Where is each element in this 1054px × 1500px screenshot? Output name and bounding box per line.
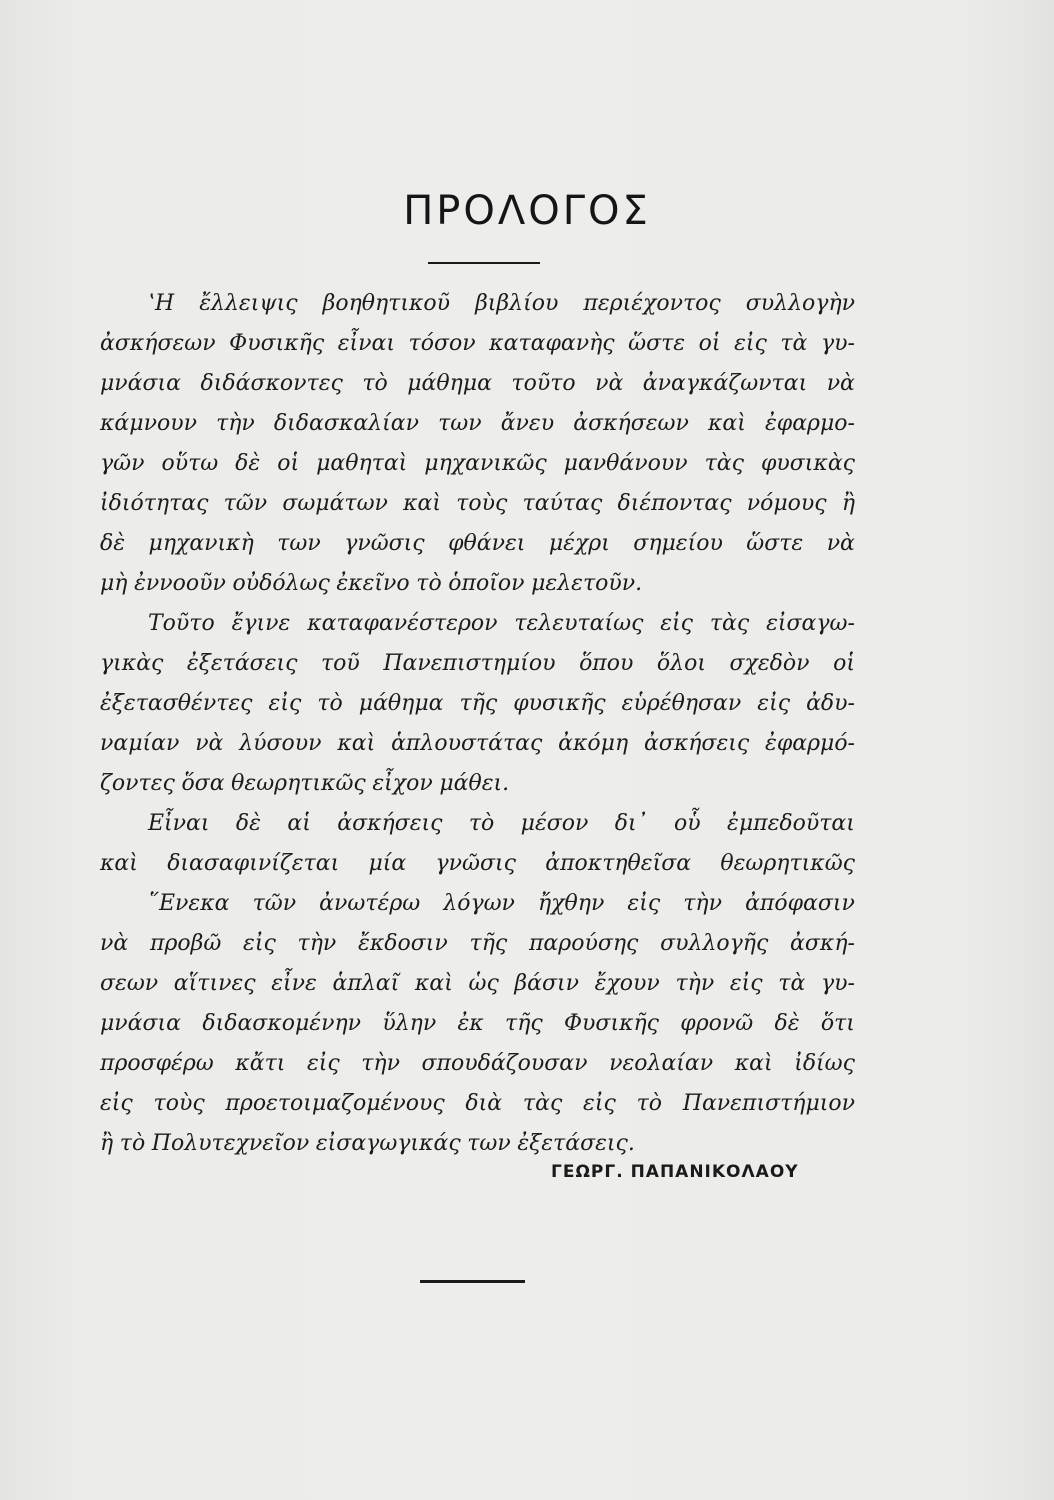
- word: ἢ: [841, 491, 855, 516]
- word: γυ-: [820, 971, 855, 996]
- word: ʽΗ: [148, 291, 175, 316]
- text-line: [100, 484, 855, 524]
- text-line: [100, 804, 855, 844]
- word: τὸ: [119, 1131, 146, 1156]
- word: ὥστε: [746, 531, 804, 556]
- word: διδάσκοντες: [200, 371, 343, 396]
- text-line: [100, 444, 855, 484]
- word: μνάσια: [100, 1011, 182, 1036]
- word: διὰ: [465, 1091, 503, 1116]
- word: ἀκόμη: [558, 731, 629, 756]
- text-line: [100, 564, 855, 604]
- word: ἀσκή-: [790, 931, 855, 956]
- word: ἁπλουστάτας: [391, 731, 543, 756]
- word: δι᾽: [614, 811, 648, 836]
- word: εἶχον: [372, 771, 433, 796]
- word: ἐκεῖνο: [336, 571, 410, 596]
- word: μηχανικὴ: [148, 531, 254, 556]
- word: σπουδάζουσαν: [421, 1051, 588, 1076]
- word: εἰς: [627, 891, 661, 916]
- word: σεων: [100, 971, 159, 996]
- word: ὥστε: [628, 331, 686, 356]
- word: ἐξετάσεις: [186, 651, 298, 676]
- word: ἀσκήσεων: [100, 331, 216, 356]
- word: κἄτι: [235, 1051, 286, 1076]
- word: τὸ: [468, 811, 495, 836]
- text-line: [100, 924, 855, 964]
- word: Τοῦτο: [148, 611, 215, 636]
- text-line: [100, 684, 855, 724]
- word: εἰς: [306, 1051, 340, 1076]
- word: Φυσικῆς: [229, 331, 325, 356]
- word: τῆς: [505, 1011, 543, 1036]
- word: συλλογὴν: [745, 291, 855, 316]
- word: ῞Ενεκα: [148, 891, 230, 916]
- word: φυσικὰς: [760, 451, 855, 476]
- word: ἔκδοσιν: [358, 931, 448, 956]
- word: εἰς: [100, 1091, 133, 1116]
- text-line: [100, 1124, 855, 1164]
- text-line: [100, 844, 855, 884]
- word: μελετοῦν.: [531, 571, 643, 596]
- word: Πανεπιστήμιον: [682, 1091, 855, 1116]
- word: προετοιμαζομένους: [225, 1091, 445, 1116]
- word: οἱ: [698, 331, 721, 356]
- word: μνάσια: [100, 371, 182, 396]
- word: καὶ: [414, 971, 453, 996]
- word: τῆς: [459, 691, 498, 716]
- word: νόμους: [746, 491, 827, 516]
- word: βάσιν: [514, 971, 580, 996]
- word: συλλογῆς: [660, 931, 769, 956]
- word: λόγων: [443, 891, 515, 916]
- word: τὸ: [416, 571, 442, 596]
- word: τοὺς: [456, 491, 508, 516]
- word: τὸ: [362, 371, 388, 396]
- word: ἔγινε: [231, 611, 291, 636]
- word: τὴν: [216, 411, 255, 436]
- word: εἰσαγωγικάς: [315, 1131, 461, 1156]
- word: περιέχοντος: [583, 291, 721, 316]
- end-divider: [420, 1280, 525, 1283]
- preface-body: [100, 284, 855, 1164]
- page-title: ΠΡΟΛΟΓΟΣ: [403, 188, 651, 234]
- word: εἰς: [757, 691, 791, 716]
- word: προβῶ: [149, 931, 222, 956]
- word: ἰδίως: [794, 1051, 855, 1076]
- word: μανθάνουν: [563, 451, 688, 476]
- word: τὰς: [704, 451, 744, 476]
- word: παρούσης: [528, 931, 639, 956]
- word: ὡς: [468, 971, 499, 996]
- word: εἰσαγω-: [766, 611, 855, 636]
- word: ὕλην: [382, 1011, 437, 1036]
- word: νὰ: [100, 931, 129, 956]
- word: των: [438, 411, 482, 436]
- word: οὐδόλως: [232, 571, 330, 596]
- word: θεωρητικῶς: [720, 851, 855, 876]
- word: Πανεπιστημίου: [383, 651, 556, 676]
- word: εἰς: [268, 691, 302, 716]
- word: ἐξετασθέντες: [100, 691, 253, 716]
- word: ἐμπεδοῦται: [727, 811, 855, 836]
- word: εἰς: [243, 931, 276, 956]
- text-line: [100, 724, 855, 764]
- word: οὕτω: [161, 451, 219, 476]
- word: εἰς: [734, 331, 767, 356]
- word: σχεδὸν: [729, 651, 810, 676]
- word: ἀπόφασιν: [745, 891, 855, 916]
- word: ἔχουν: [594, 971, 660, 996]
- word: εἶνε: [271, 971, 317, 996]
- word: τοῦτο: [511, 371, 576, 396]
- word: φθάνει: [448, 531, 526, 556]
- word: εὑρέθησαν: [621, 691, 742, 716]
- word: μέχρι: [548, 531, 610, 556]
- word: μάθημα: [358, 691, 444, 716]
- word: τῶν: [252, 891, 297, 916]
- title-divider: [428, 262, 540, 264]
- word: καταφανὴς: [489, 331, 615, 356]
- word: διδασκαλίαν: [273, 411, 419, 436]
- word: ὅπου: [579, 651, 634, 676]
- word: τὴν: [297, 931, 337, 956]
- word: εἶναι: [337, 331, 395, 356]
- word: ἀποκτηθεῖσα: [545, 851, 692, 876]
- word: ἐφαρμό-: [765, 731, 855, 756]
- word: ἀναγκάζωνται: [642, 371, 808, 396]
- author-signature: ΓΕΩΡΓ. ΠΑΠΑΝΙΚΟΛΑΟΥ: [551, 1162, 799, 1182]
- word: γικὰς: [100, 651, 164, 676]
- word: ζοντες: [100, 771, 175, 796]
- word: διέποντας: [617, 491, 732, 516]
- word: τὰς: [709, 611, 750, 636]
- word: καὶ: [734, 1051, 773, 1076]
- word: ὁποῖον: [448, 571, 525, 596]
- word: τὴν: [675, 971, 715, 996]
- word: καὶ: [100, 851, 138, 876]
- word: αἱ: [287, 811, 311, 836]
- word: γῶν: [100, 451, 145, 476]
- word: ἄνευ: [500, 411, 555, 436]
- word: ἀσκήσεων: [573, 411, 689, 436]
- word: δὲ: [774, 1011, 800, 1036]
- word: μία: [368, 851, 407, 876]
- word: ἐννοοῦν: [134, 571, 226, 596]
- word: των: [277, 531, 321, 556]
- text-line: [100, 324, 855, 364]
- word: ἤχθην: [538, 891, 605, 916]
- word: Εἶναι: [148, 811, 210, 836]
- word: μὴ: [100, 571, 128, 596]
- text-line: [100, 524, 855, 564]
- word: οἱ: [277, 451, 300, 476]
- text-line: [100, 964, 855, 1004]
- word: τὰ: [778, 971, 806, 996]
- word: τὴν: [683, 891, 722, 916]
- text-line: [100, 604, 855, 644]
- word: αἵτινες: [173, 971, 256, 996]
- text-line: [100, 1044, 855, 1084]
- text-line: [100, 404, 855, 444]
- word: τὸ: [317, 691, 343, 716]
- word: καὶ: [403, 491, 442, 516]
- word: Πολυτεχνεῖον: [151, 1131, 310, 1156]
- word: ὅλοι: [656, 651, 706, 676]
- word: ἐξετάσεις.: [517, 1131, 635, 1156]
- word: βιβλίου: [475, 291, 559, 316]
- word: δὲ: [100, 531, 126, 556]
- word: των: [467, 1131, 511, 1156]
- text-line: [100, 284, 855, 324]
- word: τελευταίως: [514, 611, 644, 636]
- word: ἔλλειψις: [199, 291, 298, 316]
- word: τὰς: [522, 1091, 563, 1116]
- word: μηχανικῶς: [424, 451, 547, 476]
- text-line: [100, 364, 855, 404]
- word: φρονῶ: [680, 1011, 754, 1036]
- word: σωμάτων: [282, 491, 388, 516]
- word: εἰς: [583, 1091, 616, 1116]
- word: γυ-: [820, 331, 855, 356]
- word: ἐκ: [457, 1011, 484, 1036]
- word: θεωρητικῶς: [231, 771, 366, 796]
- word: ἀνωτέρω: [319, 891, 421, 916]
- word: βοηθητικοῦ: [322, 291, 451, 316]
- word: τοὺς: [153, 1091, 205, 1116]
- word: ἢ: [100, 1131, 114, 1156]
- word: ἰδιότητας: [100, 491, 209, 516]
- word: γνῶσις: [435, 851, 516, 876]
- word: νὰ: [195, 731, 224, 756]
- word: εἰς: [729, 971, 763, 996]
- word: ἀσκήσεις: [337, 811, 443, 836]
- text-line: [100, 1004, 855, 1044]
- word: δὲ: [235, 451, 261, 476]
- word: τὰ: [780, 331, 808, 356]
- word: ὅσα: [181, 771, 225, 796]
- text-line: [100, 1084, 855, 1124]
- word: ὅτι: [820, 1011, 855, 1036]
- word: Φυσικῆς: [564, 1011, 659, 1036]
- word: ἁπλαῖ: [332, 971, 400, 996]
- word: τῆς: [469, 931, 508, 956]
- word: νὰ: [826, 371, 855, 396]
- word: ναμίαν: [100, 731, 180, 756]
- word: ἀσκήσεις: [643, 731, 750, 756]
- word: σημείου: [633, 531, 723, 556]
- word: μάθει.: [439, 771, 510, 796]
- word: λύσουν: [239, 731, 322, 756]
- word: διασαφινίζεται: [167, 851, 340, 876]
- word: οὗ: [674, 811, 701, 836]
- word: ἐφαρμο-: [764, 411, 855, 436]
- word: νὰ: [826, 531, 855, 556]
- word: ταύτας: [522, 491, 603, 516]
- word: καὶ: [337, 731, 376, 756]
- word: μαθηταὶ: [316, 451, 408, 476]
- word: εἰς: [660, 611, 694, 636]
- word: οἱ: [833, 651, 855, 676]
- word: τοῦ: [320, 651, 360, 676]
- word: μέσον: [520, 811, 589, 836]
- word: νὰ: [595, 371, 624, 396]
- word: νεολαίαν: [609, 1051, 714, 1076]
- word: δὲ: [235, 811, 261, 836]
- word: τὸ: [636, 1091, 662, 1116]
- word: τὴν: [361, 1051, 400, 1076]
- word: γνῶσις: [344, 531, 425, 556]
- word: κάμνουν: [100, 411, 197, 436]
- word: καταφανέστερον: [307, 611, 498, 636]
- text-line: [100, 884, 855, 924]
- text-line: [100, 644, 855, 684]
- word: διδασκομένην: [202, 1011, 362, 1036]
- text-line: [100, 764, 855, 804]
- word: μάθημα: [407, 371, 492, 396]
- word: καὶ: [707, 411, 746, 436]
- word: ἀδυ-: [806, 691, 855, 716]
- word: προσφέρω: [100, 1051, 214, 1076]
- word: τόσον: [408, 331, 476, 356]
- word: τῶν: [223, 491, 268, 516]
- word: φυσικῆς: [513, 691, 606, 716]
